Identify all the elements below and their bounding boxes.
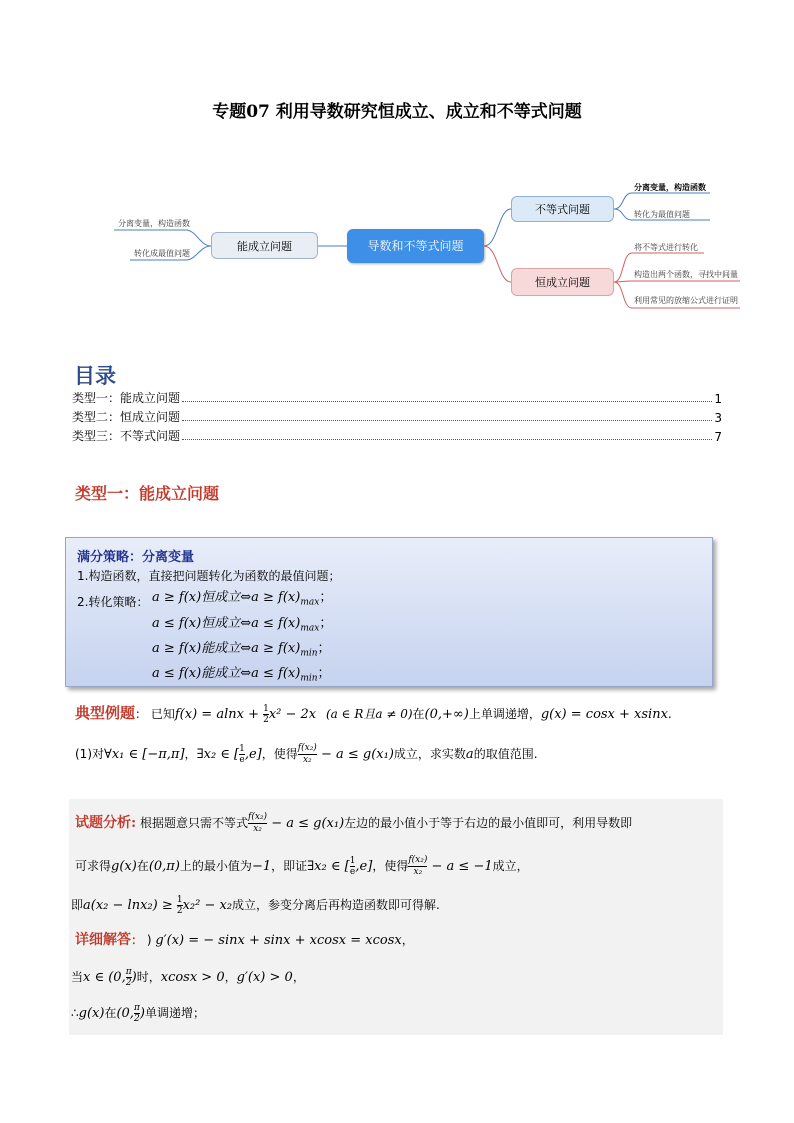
- strategy-rule: a ≤ f(x)能成立⇔a ≤ $f(x)_{min}$；: [152, 666, 331, 684]
- solution-label: 详细解答: [75, 932, 131, 948]
- toc-item[interactable]: [72, 409, 722, 425]
- toc-item-label: 类型一：能成立问题: [72, 391, 181, 405]
- strategy-item-2-label: 2.转化策略：: [77, 595, 149, 609]
- node-can-hold: 能成立问题: [211, 232, 318, 259]
- leaf-bottom-2: 构造出两个函数，寻找中间量: [634, 270, 738, 279]
- page-title: 专题07 利用导数研究恒成立、成立和不等式问题: [212, 102, 582, 122]
- leaf-bottom-3: 利用常见的放缩公式进行证明: [634, 296, 738, 305]
- solution-line-1: 详细解答： ) g′(x) = − sinx + sinx + xcosx = xcosx，: [75, 932, 414, 948]
- example-label: 典型例题: [75, 704, 136, 722]
- leaf-left-2: 转化成最值问题: [134, 249, 190, 258]
- node-always-hold: 恒成立问题: [511, 268, 614, 296]
- center-node: 导数和不等式问题: [347, 229, 484, 263]
- leaf-left-1: 分离变量，构造函数: [118, 219, 190, 228]
- strategy-box: [65, 537, 713, 687]
- toc-item-page: 1: [714, 392, 722, 406]
- toc-item-label: 类型三：不等式问题: [72, 429, 181, 443]
- analysis-line-3: 即a(x₂ − lnx₂) ≥ $\frac{1}{2}$ x₂² − x₂成立，参变分离后再构造函数即可得解.: [71, 895, 440, 916]
- solution-line-2: 当x ∈ (0, $\frac{\pi}{2}$ )时，xcosx > 0，g′(x) > 0，: [71, 967, 305, 988]
- toc-item[interactable]: [72, 390, 722, 406]
- analysis-line-2: 可求得g(x)在(0,π)上的最小值为−1，即证∃x₂ ∈ [ $\frac{1}{e}$ ,e]，使得 $\frac{\text{f(x₂)}}{\text{x₂}}$ − a ≤ −1成立，: [75, 855, 529, 877]
- toc-item-page: 3: [714, 411, 722, 425]
- strategy-item-1: 1.构造函数，直接把问题转化为函数的最值问题；: [77, 569, 341, 583]
- leaf-top-1: 分离变量，构造函数: [634, 183, 706, 192]
- mind-map: [100, 180, 750, 320]
- toc-leader: [182, 401, 712, 402]
- toc-leader: [182, 439, 712, 440]
- solution-line-3: ∴g(x)在(0, $\frac{\pi}{2}$ )单调递增；: [71, 1003, 205, 1024]
- strategy-heading: 满分策略：分离变量: [77, 550, 195, 565]
- toc-item-label: 类型二：恒成立问题: [72, 410, 181, 424]
- analysis-label: 试题分析:: [75, 815, 137, 831]
- strategy-rule: a ≥ f(x)能成立⇔a ≥ $f(x)_{min}$；: [152, 641, 331, 659]
- toc-heading: 目录: [74, 364, 116, 388]
- strategy-rule: a ≥ f(x)恒成立⇔a ≥ $f(x)_{max}$；: [152, 590, 333, 608]
- leaf-bottom-1: 将不等式进行转化: [634, 243, 698, 252]
- toc-item-page: 7: [714, 430, 722, 444]
- analysis-line-1: 试题分析: 根据题意只需不等式 $\frac{\text{f(x₂)}}{\text{x₂}}$ − a ≤ g(x₁)左边的最小值小于等于右边的最小值即可，利用导数即: [75, 812, 633, 834]
- leaf-top-2: 转化为最值问题: [634, 210, 690, 219]
- example-line-1: 典型例题： 已知f(x) = alnx + $\frac{1}{2}$ x² − 2x (a ∈ R且a ≠ 0)在(0,+∞)上单调递增，g(x) = cosx + xsinx.: [75, 704, 672, 725]
- toc-leader: [182, 420, 712, 421]
- node-inequality: 不等式问题: [511, 196, 614, 222]
- toc-item[interactable]: [72, 428, 722, 444]
- section-heading: 类型一：能成立问题: [75, 484, 220, 503]
- strategy-rule: a ≤ f(x)恒成立⇔a ≤ $f(x)_{max}$；: [152, 616, 333, 634]
- question-1: (1)对∀x₁ ∈ [−π,π]，∃x₂ ∈ [ $\frac{1}{e}$ ,e]，使得 $\frac{\text{f(x₂)}}{\text{x₂}}$ − a ≤ g(x₁)成立，求实数a的取值范围.: [75, 743, 538, 765]
